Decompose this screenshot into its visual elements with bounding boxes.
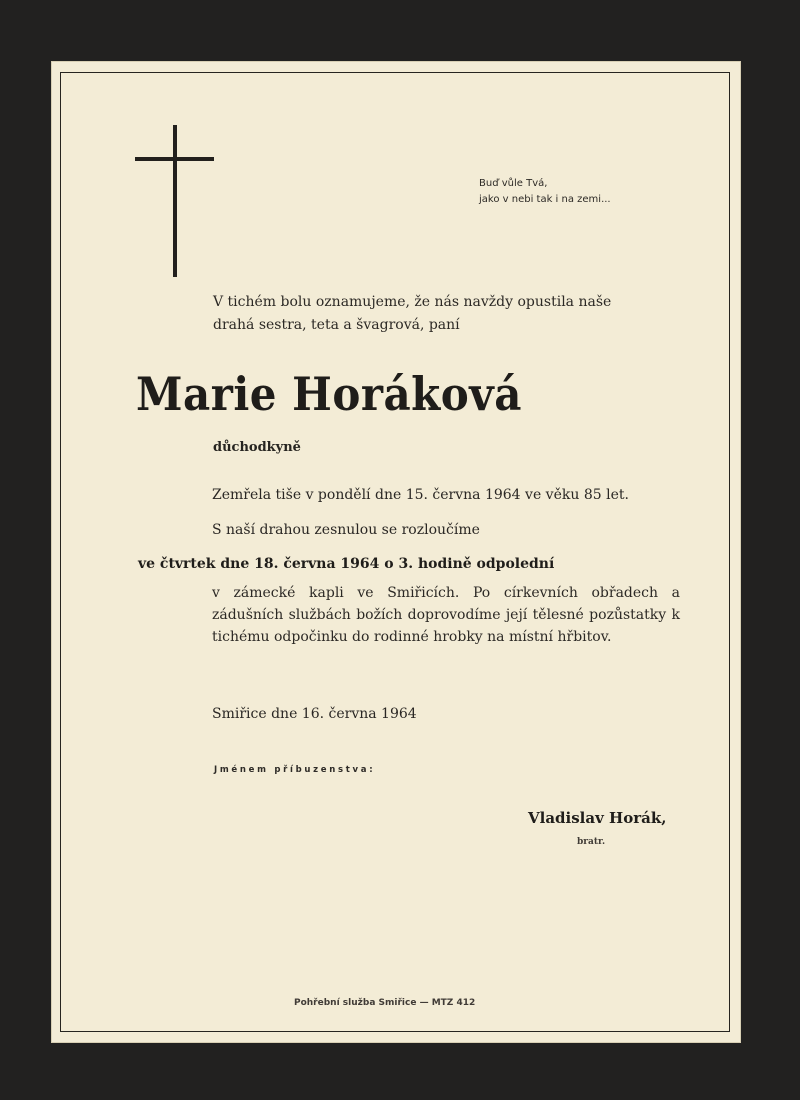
cross-icon	[135, 157, 214, 161]
signatory-name: Vladislav Horák,	[528, 809, 667, 827]
signatory-relation: bratr.	[577, 837, 606, 847]
farewell-line: S naší drahou zesnulou se rozloučíme	[212, 522, 480, 538]
motto-line-1: Buď vůle Tvá,	[479, 178, 548, 189]
announcement-line-2: drahá sestra, teta a švagrová, paní	[213, 317, 460, 333]
funeral-service-footer: Pohřební služba Smiřice — MTZ 412	[294, 998, 476, 1008]
place-and-date: Smiřice dne 16. června 1964	[212, 706, 417, 722]
motto-line-2: jako v nebi tak i na zemi...	[479, 194, 611, 205]
obituary-paper	[52, 62, 740, 1042]
deceased-name: Marie Horáková	[136, 368, 522, 421]
document-border	[60, 72, 730, 1032]
farewell-date-time: ve čtvrtek dne 18. června 1964 o 3. hodině odpolední	[138, 556, 555, 572]
farewell-details: v zámecké kapli ve Smiřicích. Po církevních obřadech a zádušních službách božích doprovodíme její tělesné pozůstatky k tichému odpočinku do rodinné hrobky na místní hřbitov.	[212, 585, 680, 645]
announcement-line-1: V tichém bolu oznamujeme, že nás navždy opustila naše	[213, 294, 612, 310]
death-notice: Zemřela tiše v pondělí dne 15. června 1964 ve věku 85 let.	[212, 487, 629, 503]
cross-icon	[173, 125, 177, 277]
deceased-occupation: důchodkyně	[213, 440, 301, 455]
relatives-label: Jménem příbuzenstva:	[214, 765, 376, 775]
